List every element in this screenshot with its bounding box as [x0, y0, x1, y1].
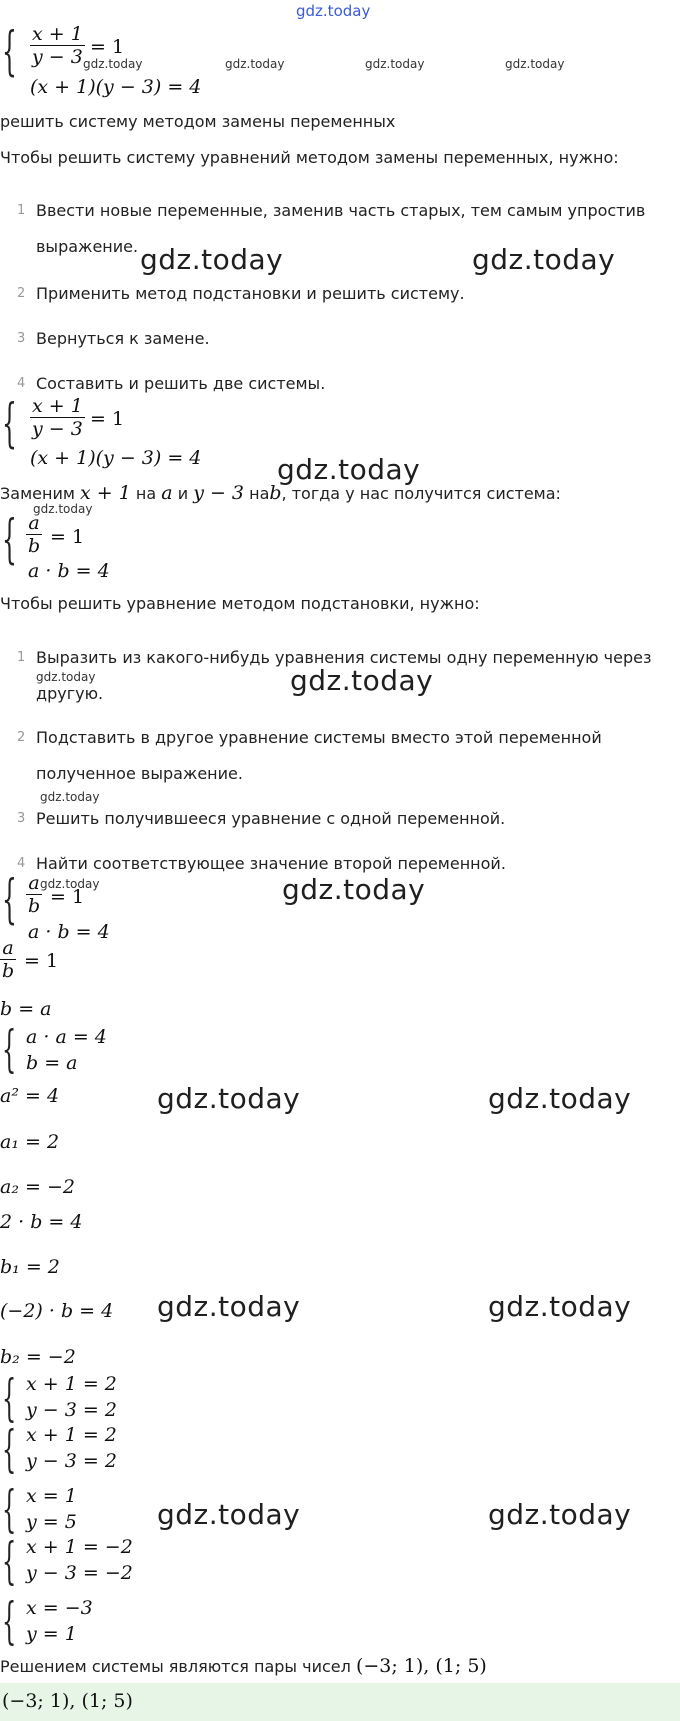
system-brace: {: [2, 22, 17, 82]
back-system-eq: x + 1 = −2: [26, 1536, 133, 1558]
system-brace: {: [2, 394, 17, 454]
derivation-line: (−2) · b = 4: [0, 1300, 114, 1322]
system-eq1-rhs: = 1: [90, 408, 125, 430]
step-text: Применить метод подстановки и решить систему.: [36, 284, 465, 303]
task-text: решить систему методом замены переменных: [0, 112, 396, 131]
system-brace: {: [2, 510, 17, 570]
step-number: 2: [17, 286, 26, 301]
step-number: 3: [17, 811, 26, 826]
system-eq1: $\frac{x + 1}{y - 3}$: [32, 23, 83, 68]
watermark-small: gdz.today: [83, 57, 143, 71]
system-brace: {: [2, 1420, 17, 1478]
derivation-line: b₂ = −2: [0, 1346, 76, 1368]
step-text: Подставить в другое уравнение системы вместо этой переменной: [36, 728, 602, 747]
step-text: Решить получившееся уравнение с одной переменной.: [36, 809, 506, 828]
derivation-fraction: $\frac{a}{b}$: [2, 937, 15, 982]
substitution-line: Заменим x + 1 на a и y − 3 наb, тогда у нас получится система:: [0, 482, 561, 504]
derivation-line: a₁ = 2: [0, 1131, 60, 1153]
watermark-small: gdz.today: [225, 57, 285, 71]
step-text: Выразить из какого-нибудь уравнения системы одну переменную через: [36, 648, 652, 667]
watermark-large: gdz.today: [140, 243, 284, 276]
new-system-eq2: a · b = 4: [28, 560, 110, 582]
back-system-eq: y − 3 = 2: [26, 1450, 117, 1472]
watermark-large: gdz.today: [488, 1290, 632, 1323]
watermark-large: gdz.today: [157, 1082, 301, 1115]
system-brace: {: [2, 1592, 17, 1650]
derivation-line: a² = 4: [0, 1085, 60, 1107]
step-number: 3: [17, 331, 26, 346]
derivation-line: 2 · b = 4: [0, 1211, 83, 1233]
watermark-large: gdz.today: [277, 453, 421, 486]
watermark-small: gdz.today: [33, 502, 93, 516]
watermark-large: gdz.today: [290, 664, 434, 697]
intro-subst: Чтобы решить уравнение методом подстановки, нужно:: [0, 594, 480, 613]
system-eq2: (x + 1)(y − 3) = 4: [30, 447, 202, 469]
watermark-large: gdz.today: [472, 243, 616, 276]
step-number: 4: [17, 856, 26, 871]
derivation-system-eq2: b = a: [26, 1052, 78, 1074]
step-number: 1: [17, 203, 26, 218]
derivation-line: b = a: [0, 998, 52, 1020]
new-system-eq1: $\frac{a}{b}$: [28, 512, 41, 557]
watermark-small: gdz.today: [36, 670, 96, 684]
new-system-eq1-rhs: = 1: [50, 886, 85, 908]
watermark-large: gdz.today: [157, 1498, 301, 1531]
intro-replace: Чтобы решить систему уравнений методом замены переменных, нужно:: [0, 148, 619, 167]
answer-text: (−3; 1), (1; 5): [2, 1690, 133, 1712]
system-eq2: (x + 1)(y − 3) = 4: [30, 76, 202, 98]
derivation-fraction-rhs: = 1: [24, 950, 59, 972]
watermark-small: gdz.today: [40, 877, 100, 891]
watermark-small: gdz.today: [505, 57, 565, 71]
system-brace: {: [2, 1020, 17, 1078]
new-system-eq2: a · b = 4: [28, 921, 110, 943]
new-system-eq1-rhs: = 1: [50, 526, 85, 548]
step-text: Вернуться к замене.: [36, 329, 210, 348]
step-number: 4: [17, 376, 26, 391]
watermark-large: gdz.today: [488, 1082, 632, 1115]
step-number: 1: [17, 650, 26, 665]
back-system-eq: y = 1: [26, 1623, 77, 1645]
back-system-eq: y − 3 = −2: [26, 1562, 133, 1584]
system-brace: {: [2, 1480, 17, 1538]
watermark-large: gdz.today: [488, 1498, 632, 1531]
derivation-system-eq1: a · a = 4: [26, 1026, 107, 1048]
step-text: Ввести новые переменные, заменив часть старых, тем самым упростив: [36, 201, 646, 220]
watermark-large: gdz.today: [282, 873, 426, 906]
derivation-line: a₂ = −2: [0, 1176, 75, 1198]
system-eq1: $\frac{x + 1}{y - 3}$: [32, 395, 83, 440]
back-system-eq: x + 1 = 2: [26, 1373, 117, 1395]
step-number: 2: [17, 730, 26, 745]
derivation-line: b₁ = 2: [0, 1256, 60, 1278]
back-system-eq: x = −3: [26, 1597, 93, 1619]
watermark-top: gdz.today: [296, 2, 371, 20]
back-system-eq: x + 1 = 2: [26, 1424, 117, 1446]
back-system-eq: x = 1: [26, 1485, 77, 1507]
back-system-eq: y = 5: [26, 1511, 77, 1533]
step-text: выражение.: [36, 237, 139, 256]
watermark-small: gdz.today: [40, 790, 100, 804]
back-system-eq: y − 3 = 2: [26, 1399, 117, 1421]
step-text: Найти соответствующее значение второй переменной.: [36, 854, 506, 873]
conclusion: Решением системы являются пары чисел (−3; 1), (1; 5): [0, 1655, 487, 1677]
watermark-small: gdz.today: [365, 57, 425, 71]
system-eq1-rhs: = 1: [90, 36, 125, 58]
system-brace: {: [2, 1532, 17, 1590]
new-system-eq1: $\frac{a}{b}$: [28, 872, 41, 917]
step-text: другую.: [36, 684, 104, 703]
step-text: Составить и решить две системы.: [36, 374, 326, 393]
system-brace: {: [2, 870, 17, 930]
step-text: полученное выражение.: [36, 764, 243, 783]
system-brace: {: [2, 1369, 17, 1427]
watermark-large: gdz.today: [157, 1290, 301, 1323]
